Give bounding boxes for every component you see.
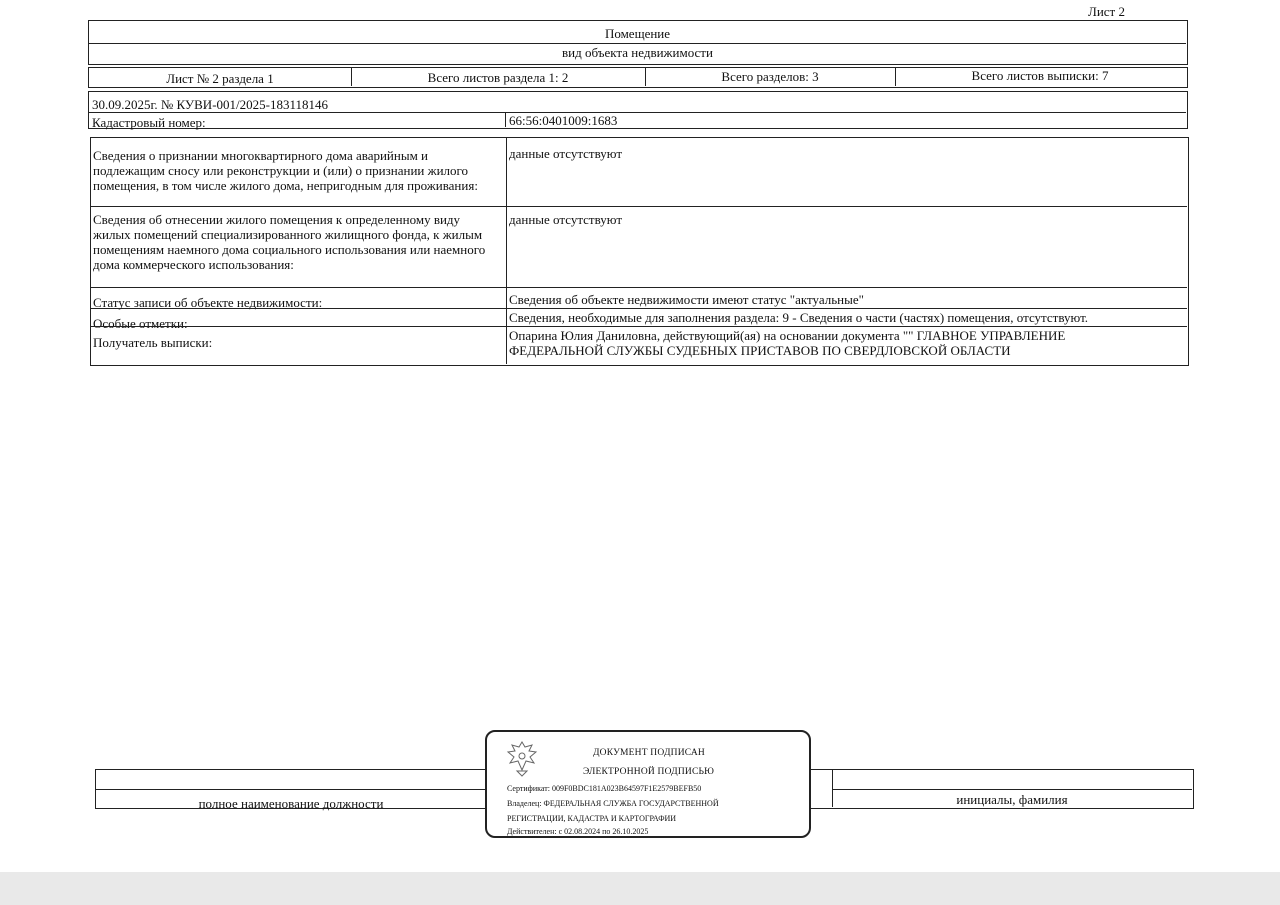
total-sections: Всего разделов: 3 [721, 69, 819, 84]
object-type-subtitle: вид объекта недвижимости [562, 45, 713, 60]
object-header [88, 20, 1188, 65]
document-reference: 30.09.2025г. № КУВИ-001/2025-183118146 [92, 97, 328, 112]
signature-name-label: инициалы, фамилия [956, 792, 1068, 807]
row-record-status-label: Статус записи об объекте недвижимости: [93, 295, 323, 310]
object-type-title: Помещение [604, 26, 671, 41]
stamp-owner-line1: Владелец: ФЕДЕРАЛЬНАЯ СЛУЖБА ГОСУДАРСТВЕННОЙ [507, 799, 719, 808]
row-recipient-label: Получатель выписки: [93, 335, 213, 350]
stamp-validity: Действителен: с 02.08.2024 по 26.10.2025 [507, 827, 649, 836]
total-sheets-extract: Всего листов выписки: 7 [971, 68, 1109, 83]
sheet-of-section: Лист № 2 раздела 1 [166, 71, 274, 86]
total-sheets-section: Всего листов раздела 1: 2 [427, 70, 569, 85]
eagle-emblem-icon [505, 738, 539, 778]
stamp-title-line2: ЭЛЕКТРОННОЙ ПОДПИСЬЮ [583, 767, 715, 777]
stamp-owner-line2: РЕГИСТРАЦИИ, КАДАСТРА И КАРТОГРАФИИ [507, 814, 677, 823]
scan-bottom-margin [0, 872, 1280, 905]
signature-position-label: полное наименование должности [198, 796, 384, 811]
row-specialized-fund-label: Сведения об отнесении жилого помещения к определенному виду жилых помещений специализированного жилищного фонда, к жилым помещениям наемного дома социального использования или наемного дома коммерческого использования: [93, 212, 486, 272]
row-special-notes-value: Сведения, необходимые для заполнения раздела: 9 - Сведения о части (частях) помещения, отсутствуют. [509, 310, 1089, 325]
cadastral-number: 66:56:0401009:1683 [509, 113, 618, 128]
row-emergency-label: Сведения о признании многоквартирного дома аварийным и подлежащим сносу или реконструкции и (или) о признании жилого помещения, в том числе жилого дома, непригодным для проживания: [93, 148, 478, 193]
details-table [90, 137, 1189, 366]
sheet-info-row [88, 67, 1188, 88]
cadastral-label: Кадастровый номер: [92, 115, 206, 130]
stamp-certificate: Сертификат: 009F0BDC181A023B64597F1E2579BEFB50 [507, 784, 702, 793]
row-recipient-value: Опарина Юлия Даниловна, действующий(ая) на основании документа "" ГЛАВНОЕ УПРАВЛЕНИЕ ФЕДЕРАЛЬНОЙ СЛУЖБЫ СУДЕБНЫХ ПРИСТАВОВ ПО СВЕРДЛОВСКОЙ ОБЛАСТИ [509, 328, 1066, 358]
sheet-label: Лист 2 [1088, 4, 1125, 19]
document-reference-block [88, 91, 1188, 129]
electronic-signature-stamp [485, 730, 811, 838]
row-special-notes-label: Особые отметки: [93, 316, 188, 331]
row-specialized-fund-value: данные отсутствуют [509, 212, 623, 227]
stamp-title-line1: ДОКУМЕНТ ПОДПИСАН [593, 748, 705, 758]
row-emergency-value: данные отсутствуют [509, 146, 623, 161]
row-record-status-value: Сведения об объекте недвижимости имеют статус "актуальные" [509, 292, 864, 307]
